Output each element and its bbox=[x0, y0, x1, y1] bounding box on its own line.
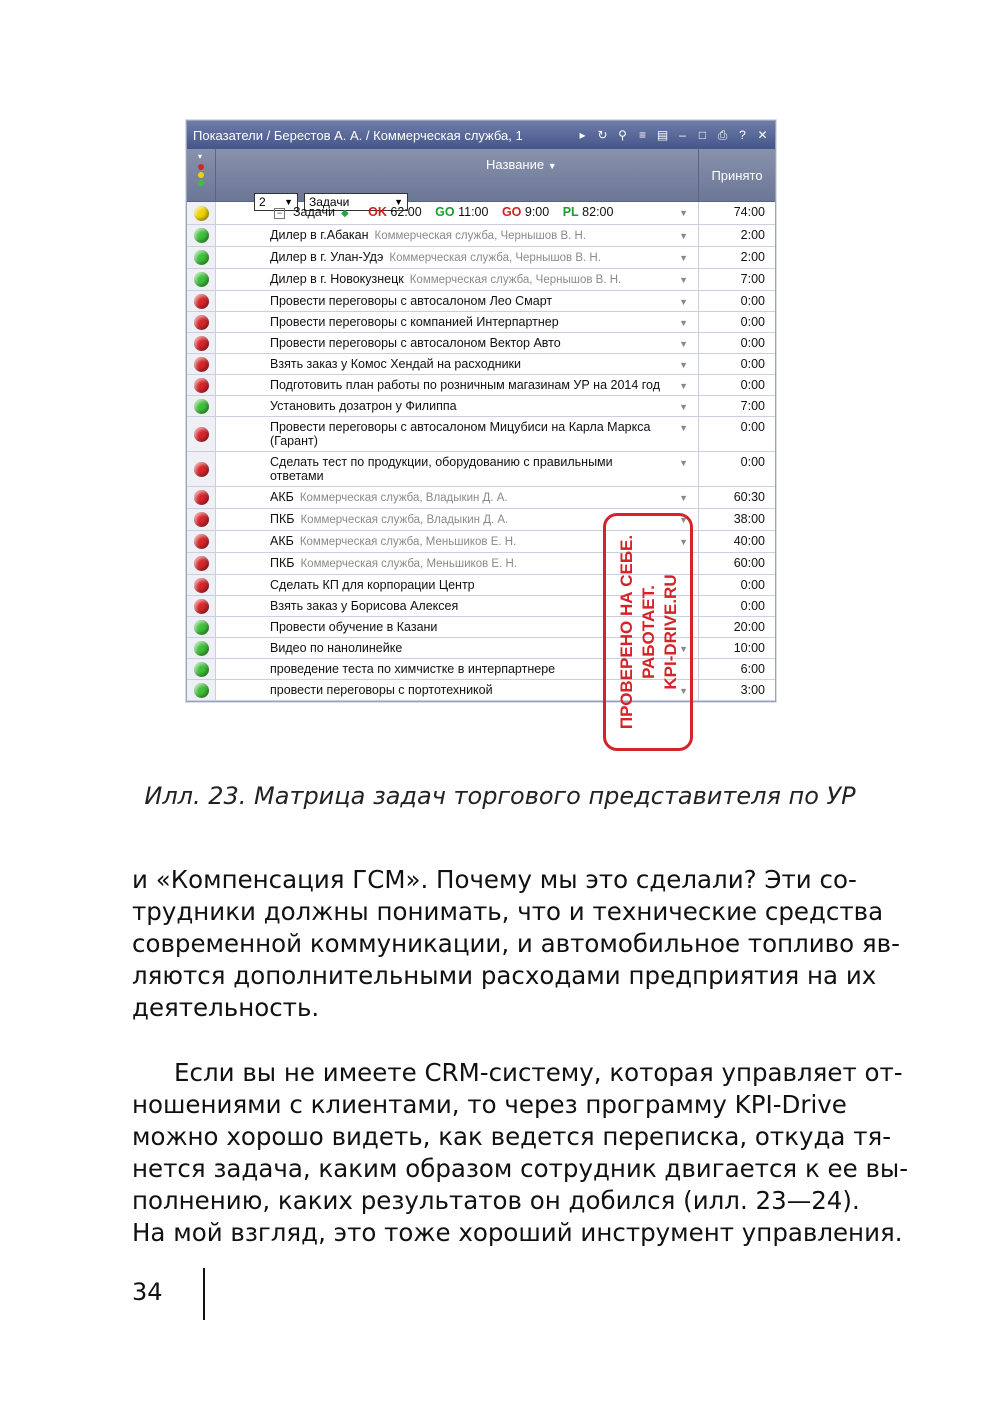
accepted-value: 60:00 bbox=[733, 556, 765, 570]
paragraph-line: нется задача, каким образом сотрудник двигается к ее вы- bbox=[132, 1154, 909, 1183]
task-name: АКБ bbox=[270, 490, 294, 504]
task-name: Дилер в г. Новокузнецк bbox=[270, 272, 404, 286]
chevron-down-icon[interactable]: ▼ bbox=[679, 402, 688, 412]
chevron-down-icon[interactable]: ▼ bbox=[679, 458, 688, 468]
chevron-down-icon[interactable]: ▼ bbox=[679, 644, 688, 654]
status-dot-red bbox=[194, 378, 209, 393]
accepted-value: 0:00 bbox=[740, 336, 765, 350]
paragraph-line: полнению, каких результатов он добился (илл. 23—24). bbox=[132, 1186, 860, 1215]
status-dot-green bbox=[194, 272, 209, 287]
paragraph-line: современной коммуникации, и автомобильное топливо яв- bbox=[132, 929, 900, 958]
chevron-down-icon[interactable]: ▼ bbox=[679, 423, 688, 433]
search-icon[interactable]: ⚲ bbox=[618, 127, 627, 142]
column-header-name[interactable]: Название ▼ bbox=[486, 157, 557, 172]
page-number-rule bbox=[203, 1268, 205, 1320]
accepted-value: 3:00 bbox=[740, 683, 765, 697]
task-owner: Коммерческая служба, Чернышов В. Н. bbox=[374, 230, 587, 242]
task-name: Видео по нанолинейке bbox=[270, 641, 403, 655]
accepted-value: 0:00 bbox=[740, 578, 765, 592]
traffic-light-icon bbox=[187, 149, 215, 201]
paragraph-line: трудники должны понимать, что и технические средства bbox=[132, 897, 884, 926]
accepted-value: 2:00 bbox=[740, 228, 765, 242]
chevron-down-icon[interactable]: ▼ bbox=[679, 493, 688, 503]
table-header bbox=[187, 149, 775, 209]
pl-value: 82:00 bbox=[582, 205, 614, 219]
task-owner: Коммерческая служба, Чернышов В. Н. bbox=[389, 252, 601, 264]
chevron-down-icon[interactable]: ▼ bbox=[679, 515, 688, 525]
table-row[interactable] bbox=[187, 452, 775, 487]
table-row[interactable] bbox=[187, 225, 775, 247]
task-name: Сделать тест по продукции, оборудованию с правильными ответами bbox=[270, 455, 613, 483]
status-dot-red bbox=[194, 427, 209, 442]
close-icon[interactable]: ✕ bbox=[757, 127, 768, 142]
chevron-down-icon[interactable]: ▼ bbox=[679, 360, 688, 370]
column-header-accepted[interactable]: Принято bbox=[711, 167, 763, 183]
stamp-line-3: KPI-DRIVE.RU bbox=[661, 574, 680, 690]
paragraph-line: Если вы не имеете CRM-систему, которая управляет от- bbox=[174, 1058, 903, 1087]
paragraph-1 bbox=[132, 864, 900, 1024]
task-name: ПКБ bbox=[270, 512, 295, 526]
status-dot-red bbox=[194, 534, 209, 549]
task-name: Провести переговоры с автосалоном Лео Смарт bbox=[270, 294, 553, 308]
table-row[interactable] bbox=[187, 396, 775, 417]
status-dot-green bbox=[194, 228, 209, 243]
status-dot-red bbox=[194, 599, 209, 614]
stamp-line-1: ПРОВЕРЕНО НА СЕБЕ. bbox=[617, 534, 636, 730]
screenshot-window bbox=[186, 120, 776, 730]
task-name: Провести переговоры с компанией Интерпартнер bbox=[270, 315, 559, 329]
status-dot-green bbox=[194, 641, 209, 656]
status-dot-red bbox=[194, 294, 209, 309]
chevron-down-icon[interactable]: ▼ bbox=[679, 686, 688, 696]
table-row[interactable] bbox=[187, 291, 775, 312]
task-name: АКБ bbox=[270, 534, 294, 548]
figure-caption: Илл. 23. Матрица задач торгового представителя по УР bbox=[144, 782, 856, 810]
go-label: GO bbox=[435, 205, 455, 219]
task-name: Провести переговоры с автосалоном Мицубиси на Карла Маркса (Гарант) bbox=[270, 420, 651, 448]
chevron-down-icon[interactable]: ▼ bbox=[679, 297, 688, 307]
status-dot-red bbox=[194, 336, 209, 351]
table-row[interactable] bbox=[187, 247, 775, 269]
task-name: Дилер в г.Абакан bbox=[270, 228, 369, 242]
task-name: Провести переговоры с автосалоном Вектор Авто bbox=[270, 336, 561, 350]
accepted-value: 6:00 bbox=[740, 662, 765, 676]
page-number: 34 bbox=[132, 1278, 163, 1306]
level-select[interactable]: 2 ▼ bbox=[254, 193, 298, 211]
window-title: Показатели / Берестов А. А. / Коммерческая служба, 1 bbox=[193, 127, 523, 143]
task-name: Дилер в г. Улан-Удэ bbox=[270, 250, 384, 264]
stamp-line-2: РАБОТАЕТ. bbox=[639, 585, 658, 679]
paragraph-line: ношениями с клиентами, то через программу KPI-Drive bbox=[132, 1090, 847, 1119]
go-label-2: GO bbox=[501, 205, 522, 219]
chevron-down-icon[interactable]: ▼ bbox=[679, 231, 688, 241]
status-dot-red bbox=[194, 315, 209, 330]
accepted-value: 0:00 bbox=[740, 378, 765, 392]
task-name: ПКБ bbox=[270, 556, 295, 570]
table-row[interactable] bbox=[187, 269, 775, 291]
chevron-down-icon[interactable]: ▼ bbox=[679, 339, 688, 349]
table-row[interactable] bbox=[187, 333, 775, 354]
task-name: Подготовить план работы по розничным магазинам УР на 2014 год bbox=[270, 378, 661, 392]
chevron-down-icon[interactable]: ▼ bbox=[679, 208, 688, 218]
accepted-value: 40:00 bbox=[733, 534, 765, 548]
task-name: провести переговоры с портотехникой bbox=[270, 683, 493, 697]
ok-value: 62:00 bbox=[390, 205, 422, 219]
chevron-down-icon[interactable]: ▼ bbox=[679, 253, 688, 263]
play-icon[interactable]: ▸ bbox=[579, 127, 586, 142]
status-dot-green bbox=[194, 399, 209, 414]
print-icon[interactable]: ⎙ bbox=[717, 127, 728, 142]
chevron-down-icon: ▼ bbox=[394, 197, 403, 207]
table-row[interactable] bbox=[187, 417, 775, 452]
list-icon[interactable]: ≡ bbox=[638, 127, 646, 142]
accepted-value: 2:00 bbox=[740, 250, 765, 264]
task-name: Взять заказ у Комос Хендай на расходники bbox=[270, 357, 522, 371]
task-name: Провести обучение в Казани bbox=[270, 620, 438, 634]
accepted-value: 0:00 bbox=[740, 455, 765, 469]
status-dot-red bbox=[194, 556, 209, 571]
accepted-value: 7:00 bbox=[740, 399, 765, 413]
task-owner: Коммерческая служба, Чернышов В. Н. bbox=[409, 274, 622, 286]
table-row[interactable] bbox=[187, 312, 775, 333]
status-dot-red bbox=[194, 578, 209, 593]
task-owner: Коммерческая служба, Меньшиков Е. Н. bbox=[299, 536, 517, 548]
status-dot-red bbox=[194, 490, 209, 505]
accepted-value: 0:00 bbox=[740, 315, 765, 329]
status-dot-red bbox=[194, 357, 209, 372]
accepted-value: 7:00 bbox=[740, 272, 765, 286]
summary-row[interactable] bbox=[187, 202, 775, 225]
summary-label: Задачи bbox=[293, 205, 335, 219]
go-value: 11:00 bbox=[458, 205, 489, 219]
accepted-value: 60:30 bbox=[733, 490, 765, 504]
task-name: Взять заказ у Борисова Алексея bbox=[270, 599, 459, 613]
traffic-light-header bbox=[187, 149, 216, 201]
help-icon[interactable]: ? bbox=[739, 127, 746, 142]
status-dot-red bbox=[194, 512, 209, 527]
task-name: Установить дозатрон у Филиппа bbox=[270, 399, 457, 413]
paragraph-line: деятельность. bbox=[132, 993, 320, 1022]
go-value-2: 9:00 bbox=[524, 205, 550, 219]
task-owner: Коммерческая служба, Владыкин Д. А. bbox=[299, 492, 508, 504]
table-row[interactable] bbox=[187, 487, 775, 509]
chevron-down-icon[interactable]: ▼ bbox=[679, 275, 688, 285]
status-dot-green bbox=[194, 620, 209, 635]
minimize-icon[interactable]: – bbox=[679, 127, 686, 142]
paragraph-line: и «Компенсация ГСМ». Почему мы это сделали? Эти со- bbox=[132, 865, 857, 894]
status-dot-green bbox=[194, 683, 209, 698]
paragraph-2 bbox=[132, 1057, 909, 1249]
paragraph-line: можно хорошо видеть, как ведется переписка, откуда тя- bbox=[132, 1122, 892, 1151]
accepted-value: 10:00 bbox=[733, 641, 765, 655]
chevron-down-icon[interactable]: ▼ bbox=[679, 318, 688, 328]
stamp-text bbox=[606, 516, 690, 748]
table-row[interactable] bbox=[187, 354, 775, 375]
accepted-value: 0:00 bbox=[740, 294, 765, 308]
diamond-icon: ◆ bbox=[340, 208, 349, 219]
table-row[interactable] bbox=[187, 375, 775, 396]
ok-label: OK bbox=[368, 205, 387, 219]
paragraph-line: ляются дополнительными расходами предприятия на их bbox=[132, 961, 877, 990]
chevron-down-icon[interactable]: ▼ bbox=[679, 537, 688, 547]
accepted-value: 0:00 bbox=[740, 420, 765, 434]
accepted-value: 0:00 bbox=[740, 599, 765, 613]
accepted-value: 0:00 bbox=[740, 357, 765, 371]
status-dot-yellow bbox=[194, 206, 209, 221]
status-dot-green bbox=[194, 250, 209, 265]
verified-stamp bbox=[603, 513, 693, 751]
pl-label: PL bbox=[562, 205, 579, 219]
accepted-value: 74:00 bbox=[733, 205, 765, 219]
svg-text:▾: ▾ bbox=[198, 152, 203, 161]
type-select[interactable]: Задачи ▼ bbox=[304, 193, 408, 211]
refresh-icon[interactable]: ↻ bbox=[597, 127, 608, 142]
maximize-icon[interactable]: □ bbox=[698, 127, 707, 142]
status-dot-green bbox=[194, 662, 209, 677]
collapse-icon[interactable]: − bbox=[274, 208, 285, 219]
chevron-down-icon[interactable]: ▼ bbox=[679, 381, 688, 391]
task-owner: Коммерческая служба, Владыкин Д. А. bbox=[300, 514, 509, 526]
csv-icon[interactable]: ▤ bbox=[656, 127, 669, 142]
window-titlebar bbox=[187, 121, 775, 149]
accepted-value: 20:00 bbox=[733, 620, 765, 634]
status-dot-red bbox=[194, 462, 209, 477]
task-name: проведение теста по химчистке в интерпартнере bbox=[270, 662, 556, 676]
chevron-down-icon: ▼ bbox=[284, 197, 293, 207]
accepted-value: 38:00 bbox=[733, 512, 765, 526]
chevron-down-icon: ▼ bbox=[547, 161, 557, 171]
task-name: Сделать КП для корпорации Центр bbox=[270, 578, 475, 592]
task-owner: Коммерческая служба, Меньшиков Е. Н. bbox=[300, 558, 517, 570]
paragraph-line: На мой взгляд, это тоже хороший инструмент управления. bbox=[132, 1218, 903, 1247]
